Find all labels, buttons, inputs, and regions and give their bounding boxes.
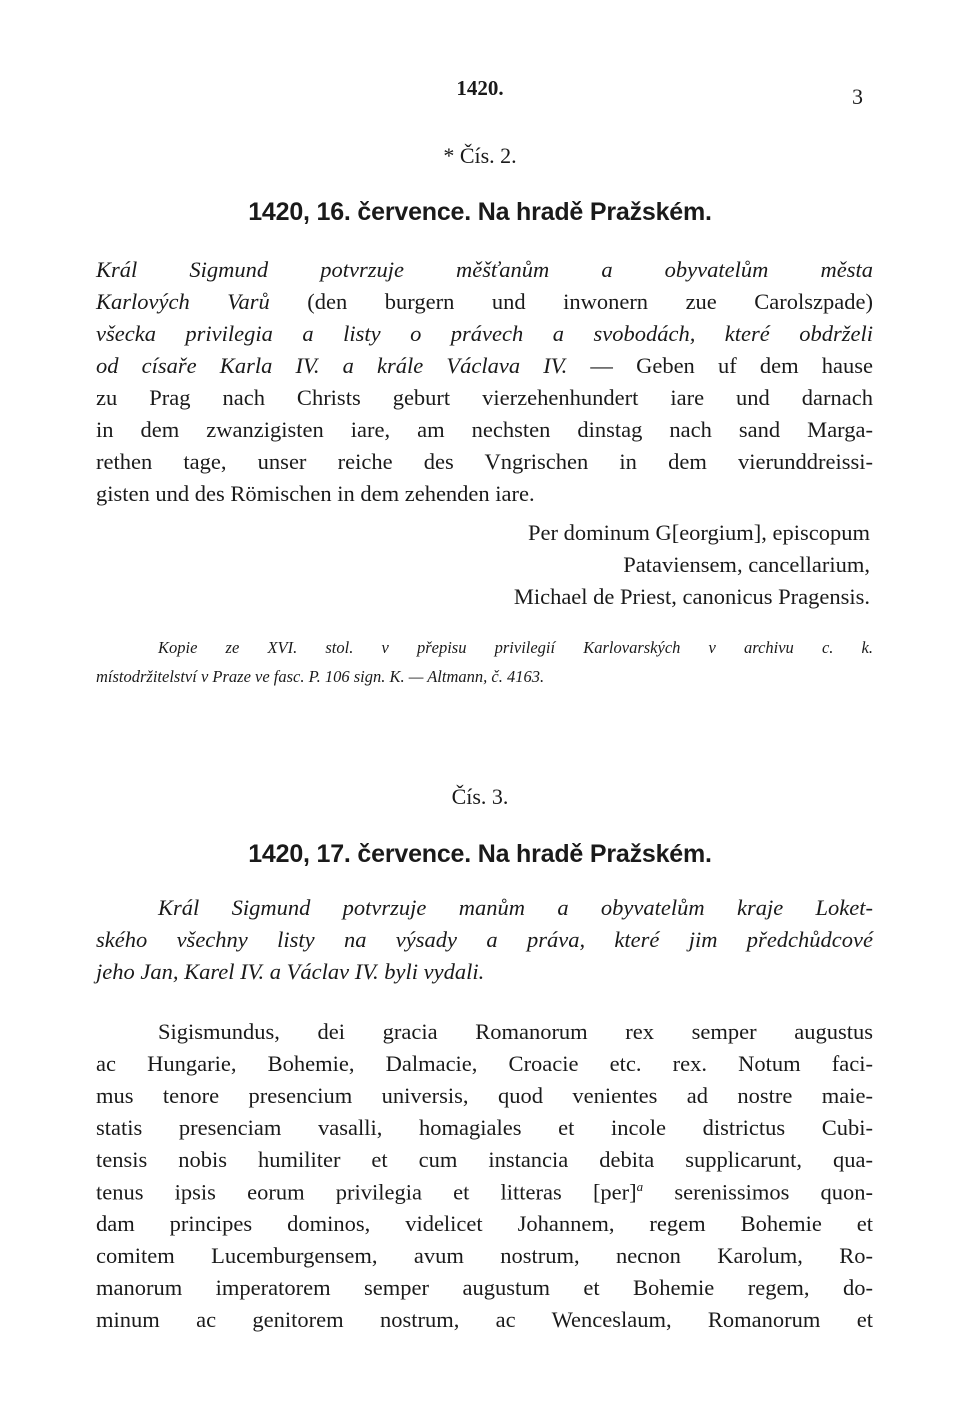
source-note: Kopie ze XVI. stol. v přepisu privilegií Karlovarských v archivu c. k. bbox=[158, 638, 873, 657]
document-heading: 1420, 17. července. Na hradě Pražském. bbox=[248, 840, 712, 868]
regest-line: Král Sigmund potvrzuje měšťanům a obyvatelům města bbox=[96, 257, 873, 282]
regest-line: Karlových Varů (den burgern und inwonern zue Carolszpade) bbox=[96, 289, 873, 314]
footnote-mark: a bbox=[636, 1179, 644, 1194]
body-line: statis presenciam vasalli, homagiales et incole districtus Cubi- bbox=[96, 1115, 873, 1140]
running-head-year: 1420. bbox=[456, 76, 504, 100]
body-line: in dem zwanzigisten iare, am nechsten dinstag nach sand Marga- bbox=[96, 417, 873, 442]
regest-line: Král Sigmund potvrzuje manům a obyvatelům kraje Loket- bbox=[158, 895, 873, 920]
regest-line: ského všechny listy na výsady a práva, které jim předchůdcové bbox=[96, 927, 873, 952]
signature-line: Michael de Priest, canonicus Pragensis. bbox=[513, 584, 870, 609]
body-line: mus tenore presencium universis, quod venientes ad nostre maie- bbox=[96, 1083, 873, 1108]
signature-line: Pataviensem, cancellarium, bbox=[623, 552, 870, 577]
signature-line: Per dominum G[eorgium], episcopum bbox=[527, 520, 870, 545]
document-heading: 1420, 16. července. Na hradě Pražském. bbox=[248, 198, 712, 226]
document-number: Čís. 3. bbox=[451, 784, 509, 809]
body-line: gisten und des Römischen in dem zehenden iare. bbox=[96, 481, 535, 506]
body-line: zu Prag nach Christs geburt vierzehenhundert iare und darnach bbox=[96, 385, 873, 410]
page-number: 3 bbox=[852, 84, 863, 109]
body-line: minum ac genitorem nostrum, ac Wenceslaum, Romanorum et bbox=[96, 1307, 873, 1332]
body-line: ac Hungarie, Bohemie, Dalmacie, Croacie etc. rex. Notum faci- bbox=[96, 1051, 873, 1076]
body-line: tensis nobis humiliter et cum instancia debita supplicarunt, qua- bbox=[96, 1147, 873, 1172]
body-line: dam principes dominos, videlicet Johannem, regem Bohemie et bbox=[96, 1211, 873, 1236]
body-line: rethen tage, unser reiche des Vngrischen in dem vierunddreissi- bbox=[96, 449, 873, 474]
body-line: Sigismundus, dei gracia Romanorum rex semper augustus bbox=[158, 1019, 873, 1044]
body-line: comitem Lucemburgensem, avum nostrum, necnon Karolum, Ro- bbox=[96, 1243, 873, 1268]
document-number: * Čís. 2. bbox=[443, 143, 517, 168]
body-line: tenus ipsis eorum privilegia et litteras [per]$^a$ serenissimos quon- bbox=[96, 1179, 874, 1205]
regest-line: všecka privilegia a listy o právech a svobodách, které obdrželi bbox=[96, 321, 873, 346]
source-note: místodržitelství v Praze ve fasc. P. 106 sign. K. — Altmann, č. 4163. bbox=[96, 667, 545, 686]
body-line: manorum imperatorem semper augustum et Bohemie regem, do- bbox=[96, 1275, 873, 1300]
regest-line: od císaře Karla IV. a krále Václava IV. — Geben uf dem hause bbox=[96, 353, 874, 378]
regest-line: jeho Jan, Karel IV. a Václav IV. byli vydali. bbox=[96, 959, 485, 984]
